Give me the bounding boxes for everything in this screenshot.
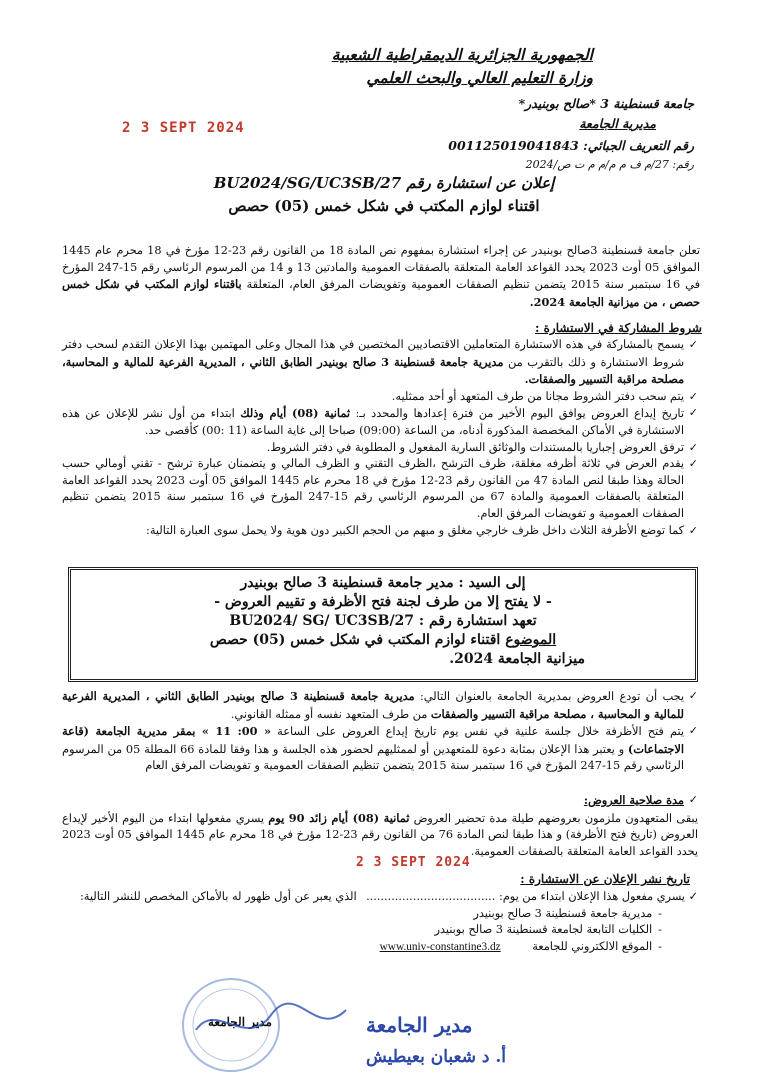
signatory-title: مدير الجامعة bbox=[208, 1015, 272, 1029]
condition-item bbox=[62, 456, 698, 522]
condition-item bbox=[62, 405, 698, 439]
condition-item bbox=[62, 337, 698, 389]
date-stamp-bottom: 2 3 SEPT 2024 bbox=[356, 855, 471, 870]
publication-start-tail: الذي يعبر عن أول ظهور له بالأماكن المخصص للنشر التالية: bbox=[80, 890, 357, 903]
envelope-label-box bbox=[68, 567, 698, 682]
publication-place-text: الكليات التابعة لجامعة قسنطينة 3 صالح بوبنيدر bbox=[434, 923, 653, 937]
condition-item bbox=[62, 389, 698, 406]
validity-heading: مدة صلاحية العروض: bbox=[583, 793, 684, 807]
intro-paragraph bbox=[62, 243, 700, 311]
publication-place-text: الموقع الالكتروني للجامعة bbox=[532, 939, 653, 953]
deposit-text-bold: مديرية جامعة قسنطينة 3 صالح بوبنيدر الطابق الثاني ، المديرية الفرعية للمالية و المحاسبة ، مصلحة مراقبة التسيير والصفقات bbox=[62, 689, 684, 721]
validity-text-bold: ثمانية (08) أيام زائد 90 يوم bbox=[268, 810, 410, 825]
condition-text: كما توضع الأظرفة الثلاث داخل ظرف خارجي مغلق و مبهم من الحجم الكبير دون هوية ولا يحمل سوى العبارة التالية: bbox=[146, 523, 684, 537]
condition-text: تاريخ إيداع العروض يوافق اليوم الأخير من فترة إعدادها والمحدد بـ: bbox=[350, 407, 684, 421]
condition-text-bold: ثمانية (08) أيام وذلك bbox=[240, 406, 350, 421]
validity-section bbox=[62, 792, 698, 860]
ministry-header: وزارة التعليم العالي والبحث العلمي bbox=[366, 68, 593, 87]
publication-start-label: يسري مفعول هذا الإعلان ابتداء من يوم: bbox=[498, 890, 685, 903]
envelope-consultation-number: تعهد استشارة رقم : BU2024/ SG/ UC3SB/27 bbox=[229, 613, 537, 629]
conditions-list bbox=[62, 337, 698, 539]
envelope-subject bbox=[71, 631, 695, 650]
stamp-title-text: مدير الجامعة bbox=[366, 1013, 473, 1037]
deposit-item bbox=[62, 723, 698, 775]
intro-text: تعلن جامعة قسنطينة 3صالح بوبنيدر عن إجراء استشارة بمفهوم نص المادة 18 من القانون رقم 23-12 مؤرخ في 18 محرم عام 1445 الموافق 05 أوت 2023 يحدد القواعد العامة المتعلقة بالصفقات العمومية والمادتين 13 و 14 من المرسوم الرئاسي رقم 15-247 المؤرخ في 16 سبتمبر سنة 2015 يتضمن تنظيم الصفقات العمومية وتفويضات المرفق العام، المتعلقة bbox=[62, 244, 700, 292]
deposit-text-tail: من طرف المتعهد نفسه أو ممثله القانوني. bbox=[230, 707, 431, 721]
handwritten-signature-icon bbox=[196, 1004, 346, 1030]
envelope-warning: - لا يفتح إلا من طرف لجنة فتح الأظرفة و تقييم العروض - bbox=[214, 594, 552, 610]
validity-text-a: يبقى المتعهدون ملزمون بعروضهم طيلة مدة تحضير العروض bbox=[409, 811, 698, 825]
envelope-subject-text: اقتناء لوازم المكتب في شكل خمس (05) حصص bbox=[209, 632, 506, 648]
tax-id-value: 001125019041843 bbox=[448, 138, 579, 153]
website-link[interactable]: www.univ-constantine3.dz bbox=[379, 940, 501, 953]
condition-text-bold: مديرية جامعة قسنطينة 3 صالح بوبنيدر الطابق الثاني ، المديرية الفرعية للمالية و المحاسبة، مصلحة مراقبة التسيير والصفقات. bbox=[62, 354, 684, 387]
condition-text: ترفق العروض إجباريا بالمستندات والوثائق السارية المفعول و المطلوبة في دفتر الشروط. bbox=[266, 440, 684, 454]
condition-text: يقدم العرض في ثلاثة أظرفه مغلقة، ظرف الترشح ،الظرف التقني و الظرف المالي و يتضمنان عبارة ترشح - تقني أومالي حسب الحالة وهذا طبقا لنص المادة 47 من القانون رقم 23-12 مؤرخ في 18 محرم عام 1445 الموافق 05 أوت 2023 يحدد القواعد العامة المتعلقة بالصفقات العمومية والمادة 67 من المرسوم الرئاسي رقم 15-247 المؤرخ في 16 سبتمبر سنة 2015 يتضمن تنظيم الصفقات العمومية و تفويضات المرفق العام. bbox=[62, 457, 684, 520]
reference-line bbox=[526, 158, 694, 171]
reference-value: 27/م ف م م/م م ت ص/2024 bbox=[525, 158, 669, 171]
tax-id-line bbox=[448, 138, 694, 153]
publication-date-blank: .................................... bbox=[366, 890, 496, 903]
validity-text bbox=[62, 810, 698, 861]
condition-text: يتم سحب دفتر الشروط مجانا من طرف المتعهد أو أحد ممثليه. bbox=[391, 389, 684, 403]
university-name: جامعة قسنطينة 3 *صالح بوبنيدر* bbox=[518, 96, 694, 111]
deposit-item bbox=[62, 688, 698, 723]
envelope-addressee: إلى السيد : مدير جامعة قسنطينة 3 صالح بوبنيدر bbox=[240, 575, 526, 591]
validity-text-b: يسري مفعولها ابتداء من اليوم الأخير لإيداع العروض (تاريخ فتح الأظرفة) و هذا طبقا لنص المادة 76 من القانون رقم 23-12 مؤرخ في 18 محرم عام 1445 الموافق 05 أوت 2023 يحدد القواعد العامة المتعلقة بالصفقات العمومية. bbox=[62, 811, 698, 858]
publication-heading: تاريخ نشر الإعلان عن الاستشارة : bbox=[520, 872, 690, 886]
condition-text: يسمح بالمشاركة في هذه الاستشارة المتعاملين الاقتصاديين المختصين في هذا المجال وعلى المهتمين بهذا الإعلان التقدم لسحب دفتر شروط الاستشارة و ذلك بالتقرب من bbox=[62, 338, 684, 369]
tax-id-label: رقم التعريف الجبائي: bbox=[583, 138, 694, 153]
directorate-name: مديرية الجامعة bbox=[579, 116, 656, 131]
deposit-text: يتم فتح الأظرفة خلال جلسة علنية في نفس يوم تاريخ إيداع العروض على الساعة bbox=[271, 725, 685, 739]
conditions-heading: شروط المشاركة في الاستشارة : bbox=[535, 321, 702, 335]
deposit-text-tail: و يعتبر هذا الإعلان بمثابة دعوة للمتعهدين أو لممثليهم لحضور هذه الجلسة و هذا وفقا للمادة 66 المطلة 05 من المرسوم الرئاسي رقم 15-247 المؤرخ في 16 سبتمبر سنة 2015 يتضمن تنظيم الصفقات العمومية و تفويضات المرفق العام bbox=[62, 742, 684, 773]
consultation-title: إعلان عن استشارة رقم BU2024/SG/UC3SB/27 bbox=[213, 174, 555, 192]
deposit-text: يجب أن تودع العروض بمديرية الجامعة بالعنوان التالي: bbox=[414, 690, 684, 703]
condition-item bbox=[62, 440, 698, 457]
publication-start-text: ✓ يسري مفعول هذا الإعلان ابتداء من يوم: .................................... bbox=[366, 890, 698, 903]
deposit-text-bold: « 00: 11 » بمقر مديرية الجامعة (قاعة الاجتماعات) bbox=[62, 724, 684, 756]
date-stamp-top: 2 3 SEPT 2024 bbox=[122, 120, 245, 136]
condition-text-tail: ابتداء من أول نشر للإعلان عن هذه الاستشارة في الأماكن المخصصة المذكورة أدناه، من الساعة (09:00) صباحا إلى غاية الساعة (11 :00) كأقصى حد. bbox=[62, 407, 684, 437]
reference-label: رقم: bbox=[672, 158, 694, 171]
consultation-subject: اقتناء لوازم المكتب في شكل خمس (05) حصص bbox=[228, 197, 540, 215]
envelope-budget: ميزانية الجامعة 2024. bbox=[449, 651, 585, 667]
validity-heading-item bbox=[62, 792, 698, 810]
condition-item bbox=[62, 523, 698, 540]
stamp-name-text: أ. د شعبان بعيطيش bbox=[366, 1047, 507, 1067]
publication-place-text: مديرية جامعة قسنطينة 3 صالح بوبنيدر bbox=[473, 906, 653, 920]
deposit-list bbox=[62, 688, 698, 775]
publication-place: -الكليات التابعة لجامعة قسنطينة 3 صالح بوبنيدر bbox=[434, 923, 662, 937]
publication-start-line bbox=[80, 889, 698, 906]
intro-text-bold: باقتناء لوازم المكتب في شكل خمس حصص ، من ميزانية الجامعة 2024. bbox=[62, 277, 700, 309]
signature-stamp bbox=[176, 970, 507, 1080]
publication-place: -الموقع الالكتروني للجامعة www.univ-constantine3.dz bbox=[379, 939, 662, 953]
publication-place: -مديرية جامعة قسنطينة 3 صالح بوبنيدر bbox=[473, 906, 662, 920]
republic-header: الجمهورية الجزائرية الديمقراطية الشعبية bbox=[331, 45, 593, 64]
envelope-subject-label: الموضوع bbox=[505, 632, 557, 648]
publication-section bbox=[80, 889, 698, 955]
